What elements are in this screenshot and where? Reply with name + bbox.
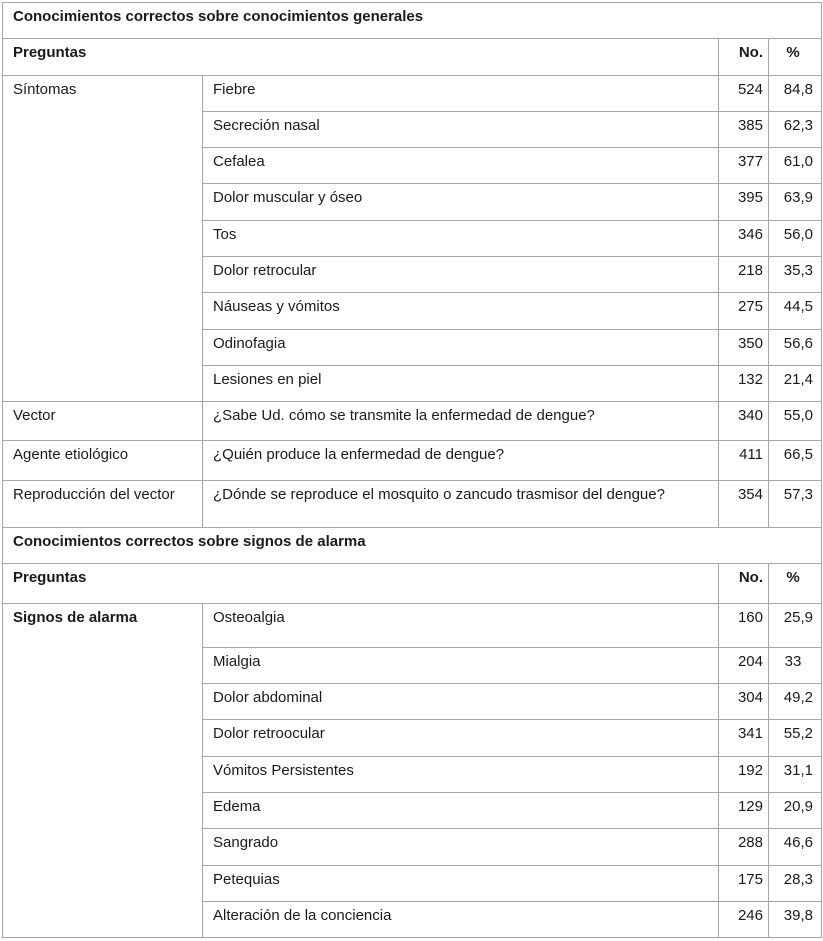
item-cell: Vómitos Persistentes xyxy=(203,757,719,793)
header-no: No. xyxy=(719,564,769,604)
item-cell: Dolor muscular y óseo xyxy=(203,184,719,221)
category-cell: Síntomas xyxy=(3,76,203,402)
percent-cell: 35,3 xyxy=(769,257,822,293)
section-title-row xyxy=(3,3,822,39)
count-cell: 218 xyxy=(719,257,769,293)
table-row xyxy=(3,604,822,648)
percent-cell: 66,5 xyxy=(769,441,822,481)
count-cell: 377 xyxy=(719,148,769,184)
item-cell: Edema xyxy=(203,793,719,829)
count-cell: 346 xyxy=(719,221,769,257)
category-cell: Reproducción del vector xyxy=(3,481,203,528)
header-preguntas: Preguntas xyxy=(3,564,719,604)
percent-cell: 55,0 xyxy=(769,402,822,441)
count-cell: 192 xyxy=(719,757,769,793)
item-cell: Mialgia xyxy=(203,648,719,684)
percent-cell: 31,1 xyxy=(769,757,822,793)
header-preguntas: Preguntas xyxy=(3,39,719,76)
percent-cell: 56,0 xyxy=(769,221,822,257)
count-cell: 354 xyxy=(719,481,769,528)
item-cell: Petequias xyxy=(203,866,719,902)
section-title-row xyxy=(3,528,822,564)
item-cell: Secreción nasal xyxy=(203,112,719,148)
knowledge-table xyxy=(2,2,822,938)
percent-cell: 39,8 xyxy=(769,902,822,938)
item-cell: Náuseas y vómitos xyxy=(203,293,719,330)
percent-cell: 61,0 xyxy=(769,148,822,184)
item-cell: Dolor retroocular xyxy=(203,720,719,757)
percent-cell: 57,3 xyxy=(769,481,822,528)
header-pct: % xyxy=(769,564,822,604)
count-cell: 350 xyxy=(719,330,769,366)
item-cell: Osteoalgia xyxy=(203,604,719,648)
percent-cell: 25,9 xyxy=(769,604,822,648)
count-cell: 411 xyxy=(719,441,769,481)
item-cell: ¿Quién produce la enfermedad de dengue? xyxy=(203,441,719,481)
table-row xyxy=(3,441,822,481)
table-row xyxy=(3,481,822,528)
count-cell: 341 xyxy=(719,720,769,757)
percent-cell: 44,5 xyxy=(769,293,822,330)
section-title: Conocimientos correctos sobre signos de alarma xyxy=(3,528,822,564)
count-cell: 204 xyxy=(719,648,769,684)
count-cell: 288 xyxy=(719,829,769,866)
count-cell: 160 xyxy=(719,604,769,648)
percent-cell: 55,2 xyxy=(769,720,822,757)
count-cell: 385 xyxy=(719,112,769,148)
percent-cell: 62,3 xyxy=(769,112,822,148)
percent-cell: 63,9 xyxy=(769,184,822,221)
section-title: Conocimientos correctos sobre conocimientos generales xyxy=(3,3,822,39)
count-cell: 129 xyxy=(719,793,769,829)
count-cell: 395 xyxy=(719,184,769,221)
item-cell: Lesiones en piel xyxy=(203,366,719,402)
count-cell: 524 xyxy=(719,76,769,112)
item-cell: Cefalea xyxy=(203,148,719,184)
percent-cell: 84,8 xyxy=(769,76,822,112)
header-row xyxy=(3,564,822,604)
item-cell: Sangrado xyxy=(203,829,719,866)
percent-cell: 28,3 xyxy=(769,866,822,902)
item-cell: ¿Sabe Ud. cómo se transmite la enfermedad de dengue? xyxy=(203,402,719,441)
item-cell: Alteración de la conciencia xyxy=(203,902,719,938)
category-cell: Vector xyxy=(3,402,203,441)
count-cell: 275 xyxy=(719,293,769,330)
percent-cell: 21,4 xyxy=(769,366,822,402)
percent-cell: 33 xyxy=(769,648,822,684)
header-pct: % xyxy=(769,39,822,76)
item-cell: Dolor abdominal xyxy=(203,684,719,720)
item-cell: ¿Dónde se reproduce el mosquito o zancudo trasmisor del dengue? xyxy=(203,481,719,528)
item-cell: Fiebre xyxy=(203,76,719,112)
header-row xyxy=(3,39,822,76)
count-cell: 304 xyxy=(719,684,769,720)
category-cell: Agente etiológico xyxy=(3,441,203,481)
item-cell: Dolor retrocular xyxy=(203,257,719,293)
percent-cell: 49,2 xyxy=(769,684,822,720)
count-cell: 175 xyxy=(719,866,769,902)
percent-cell: 56,6 xyxy=(769,330,822,366)
item-cell: Odinofagia xyxy=(203,330,719,366)
item-cell: Tos xyxy=(203,221,719,257)
table-row xyxy=(3,402,822,441)
category-cell: Signos de alarma xyxy=(3,604,203,938)
percent-cell: 46,6 xyxy=(769,829,822,866)
count-cell: 246 xyxy=(719,902,769,938)
header-no: No. xyxy=(719,39,769,76)
table-row xyxy=(3,76,822,112)
count-cell: 340 xyxy=(719,402,769,441)
count-cell: 132 xyxy=(719,366,769,402)
percent-cell: 20,9 xyxy=(769,793,822,829)
